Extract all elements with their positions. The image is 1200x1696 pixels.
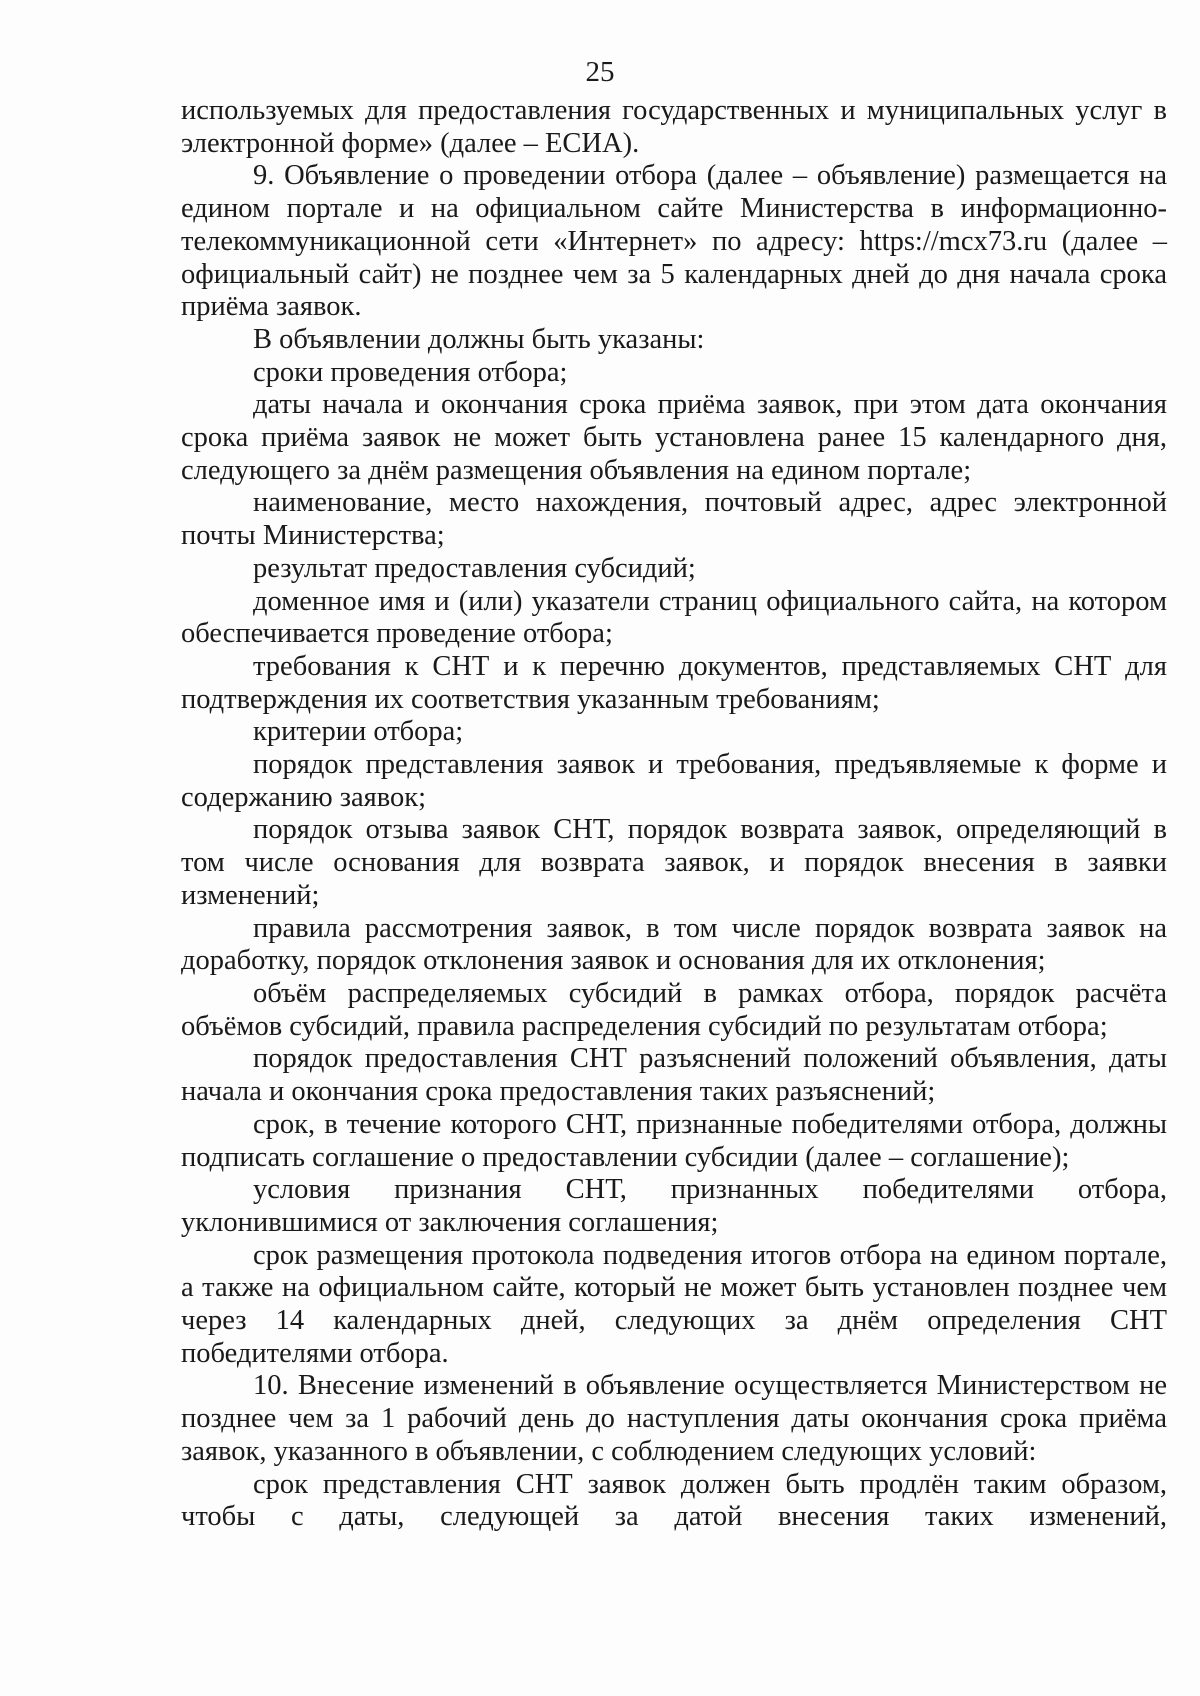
list-item-subsidy-volume: объём распределяемых субсидий в рамках отбора, порядок расчёта объёмов субсидий, правила распределения субсидий по результатам отбора; bbox=[181, 977, 1167, 1042]
list-item-agreement-signing: срок, в течение которого СНТ, признанные победителями отбора, должны подписать соглашение о предоставлении субсидии (далее – соглашение); bbox=[181, 1108, 1167, 1173]
document-body bbox=[181, 95, 1167, 1534]
list-item-ministry-contacts: наименование, место нахождения, почтовый адрес, адрес электронной почты Министерства; bbox=[181, 487, 1167, 552]
list-item-application-procedure: порядок представления заявок и требования, предъявляемые к форме и содержанию заявок; bbox=[181, 749, 1167, 813]
paragraph-9-announcement: 9. Объявление о проведении отбора (далее – объявление) размещается на едином портале и на официальном сайте Министерства в информационно-телекоммуникационной сети «Интернет» по адресу: https://mcx73.ru (далее – официальный сайт) не позднее чем за 5 календарных дней до дня начала срока приёма заявок. bbox=[181, 160, 1167, 323]
list-item-snt-requirements: требования к СНТ и к перечню документов, представляемых СНТ для подтверждения их соответствия указанным требованиям; bbox=[181, 650, 1167, 715]
paragraph-esia-continuation: используемых для предоставления государственных и муниципальных услуг в электронной форме» (далее – ЕСИА). bbox=[181, 95, 1167, 159]
list-item-selection-criteria: критерии отбора; bbox=[253, 716, 464, 748]
page-number: 25 bbox=[585, 56, 615, 88]
paragraph-10-amendments: 10. Внесение изменений в объявление осуществляется Министерством не позднее чем за 1 рабочий день до наступления даты окончания срока приёма заявок, указанного в объявлении, с соблюдением следующих условий: bbox=[181, 1370, 1167, 1467]
list-item-application-withdrawal: порядок отзыва заявок СНТ, порядок возврата заявок, определяющий в том числе основания для возврата заявок, и порядок внесения в заявки изменений; bbox=[181, 814, 1167, 911]
paragraph-extension-condition: срок представления СНТ заявок должен быть продлён таким образом, чтобы с даты, следующей за датой внесения таких изменений, bbox=[181, 1468, 1167, 1533]
list-item-evasion-conditions: условия признания СНТ, признанных победителями отбора, уклонившимися от заключения соглашения; bbox=[181, 1174, 1167, 1238]
list-item-clarifications: порядок предоставления СНТ разъяснений положений объявления, даты начала и окончания срока предоставления таких разъяснений; bbox=[181, 1043, 1167, 1108]
list-item-selection-dates: сроки проведения отбора; bbox=[253, 356, 568, 388]
list-item-protocol-publication: срок размещения протокола подведения итогов отбора на едином портале, а также на официальном сайте, который не может быть установлен позднее чем через 14 календарных дней, следующих за днём определения СНТ победителями отбора. bbox=[181, 1239, 1167, 1369]
paragraph-announcement-contents-intro: В объявлении должны быть указаны: bbox=[253, 323, 705, 355]
list-item-subsidy-result: результат предоставления субсидий; bbox=[253, 552, 696, 584]
list-item-application-dates: даты начала и окончания срока приёма заявок, при этом дата окончания срока приёма заявок не может быть установлена ранее 15 календарного дня, следующего за днём размещения объявления на едином портале; bbox=[181, 389, 1167, 486]
list-item-review-rules: правила рассмотрения заявок, в том числе порядок возврата заявок на доработку, порядок отклонения заявок и основания для их отклонения; bbox=[181, 912, 1167, 977]
list-item-domain-name: доменное имя и (или) указатели страниц официального сайта, на котором обеспечивается проведение отбора; bbox=[181, 585, 1167, 650]
